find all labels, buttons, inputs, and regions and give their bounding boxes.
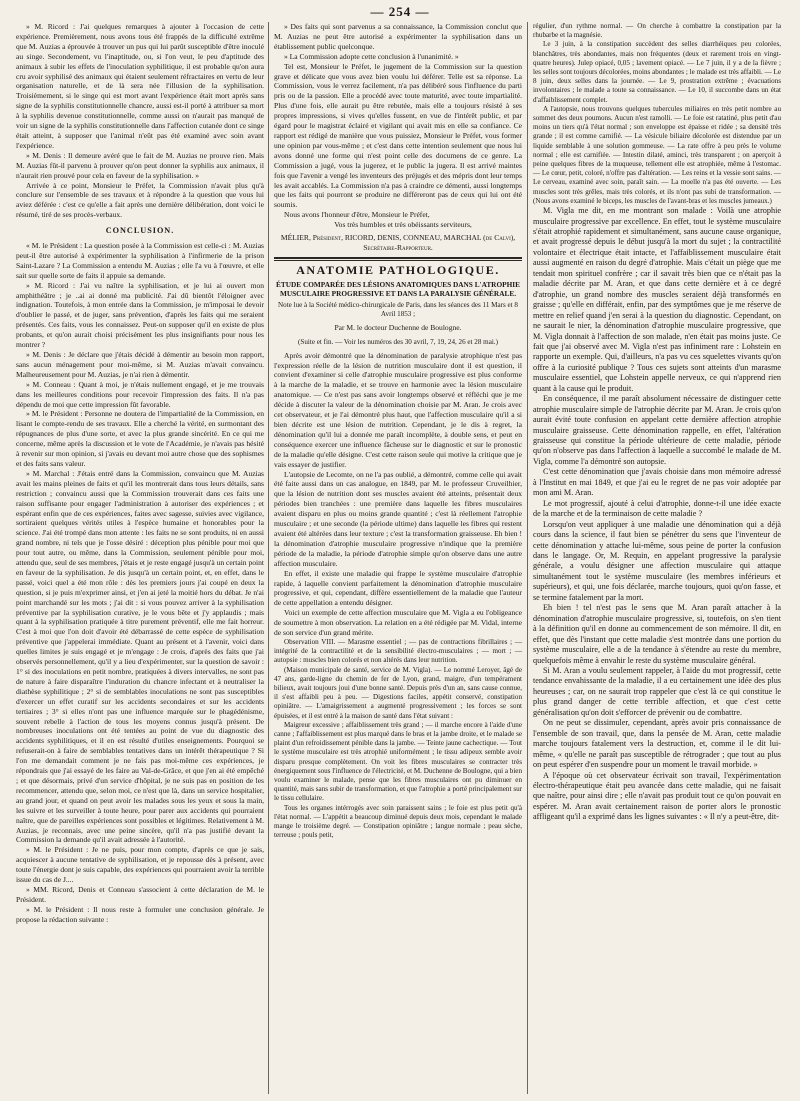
paragraph: C'est cette dénomination que j'avais choisie dans mon mémoire adressé à l'Institut en mai 1849, et que j'ai eu le regret de ne pas voir adoptée par mon ami M. Aran. [533, 467, 781, 498]
column-2 [274, 22, 522, 1094]
paragraph: » M. Denis : Il demeure avéré que le fait de M. Auzias ne prouve rien. Mais M. Auzias fût-il parvenu à prouver qu'on peut donner la syphilis aux animaux, il n'aurait rien prouvé pour cela en faveur de la syphilisation. » [16, 150, 264, 180]
observation-paragraph: Tous les organes intérrogés avec soin paraissent sains ; le foie est plus petit qu'à l'état normal. — L'appétit a beaucoup diminué depuis deux mois, cependant le malade mange le troisième degré. — Constipation opiniâtre ; langue normale ; peau sèche, terreuse ; pouls petit, [274, 803, 522, 840]
continuation-note: (Suite et fin. — Voir les numéros des 30 avril, 7, 19, 24, 26 et 28 mai.) [298, 337, 498, 346]
paragraph: » La Commission adopte cette conclusion à l'unanimité. » [284, 51, 459, 61]
paragraph: Après avoir démontré que la dénomination de paralysie atrophique n'est pas l'expression réelle de la lésion de nutrition musculaire dont il est question, il convient d'examiner si celle d'atrophie musculaire progressive est plus conforme à la marche de la maladie, et se trouve en harmonie avec la lésion musculaire anatomique. — Ce n'est pas sans avoir longtemps observé et réfléchi que je me décide à discuter la valeur de la dénomination choisie par M. Aran. Je crois avec cet observateur, et je l'ai démontré plus haut, que l'affection musculaire qu'il a si bien décrite est une lésion de nutrition. Cependant, je le dis à regret, la dénomination qu'il lui a donnée me paraît incomplète, à double sens, et peut en conséquence exercer une influence fâcheuse sur le diagnostic et sur le pronostic de la maladie qu'elle désigne. C'est cette raison seule qui motive la critique que je vais essayer de justifier. [274, 350, 522, 469]
column-divider [527, 22, 528, 1094]
closing-line: Vos très humbles et très obéissants serviteurs, [334, 220, 472, 230]
paragraph: Eh bien ! tel n'est pas le sens que M. Aran paraît attacher à la dénomination d'atrophie musculaire progressive, si, toutefois, on s'en tient à la définition qu'il en donne au commencement de son mémoire. Il dit, en effet, que dès l'instant que cette maladie s'est montrée dans une portion du système musculaire, elle a de la tendance à s'étendre au reste du membre, quelquefois même à envahir le reste du système musculaire général. [533, 603, 781, 665]
column-3 [533, 22, 781, 1094]
paragraph: » Des faits qui sont parvenus a sa connaissance, la Commission conclut que M. Auzias ne peut être autorisé a expérimenter la syphilisation dans un établissement public quelconque. [274, 22, 522, 51]
paragraph: Nous avons l'honneur d'être, Monsieur le Préfet, [284, 210, 430, 220]
conclusion-heading: CONCLUSION. [105, 226, 175, 236]
paragraph: » M. le Président : Je ne puis, pour mon compte, d'après ce que je sais, acquiescer à aucune tentative de syphilisation, et je repousse dès à présent, avec toute l'énergie dont je suis capable, des expériences qui pourraient avoir la terrible issue du cas de J.... [16, 845, 264, 885]
paragraph: » M. Ricord : J'ai vu naître la syphilisation, et je lui ai ouvert mon amphithéâtre ; je ..ai ai donné ma publicité. J'ai dû bientôt l'éloigner avec indignation. Toutefois, à mon entrée dans la Commission, je m'imposai le devoir d'oublier le passé, et de juger, sans prévention, d'après les faits qui me seraient présentés. Ces faits, vous les connaissez. Peut-on supposer qu'il en existe de plus probants, et qu'on aurait choisi précisément les plus insignifiants pour nous les montrer ? [16, 280, 264, 350]
article-author: Par M. le docteur Duchenne de Boulogne. [334, 322, 462, 332]
paragraph: M. Vigla me dit, en me montrant son malade : Voilà une atrophie musculaire progressive par excellence. En effet, tout le système musculaire s'était atrophié rapidement et simultanément, sans aucune cause organique, et avait progressé depuis le début jusqu'à la mort du sujet ; la contractilité volontaire et électrique était intacte, et l'affaiblissement musculaire était aussi augmenté en raison du degré d'atrophie. Mais c'était un piège que me tendait mon spirituel confrère ; car il savait très bien que ce n'était pas la maladie décrite par M. Aran, et que dans cette dernière et à ce degré d'atrophie, un grand nombre des muscles seraient déjà transformés en graisse ; qu'elle en différait, enfin, par des symptômes que je me réserve de mettre en relief quand j'en serai à la question du diagnostic. Cependant, on ne saurait le nier, la dénomination d'atrophie musculaire progressive, que M. Vigla donnait à l'affection de son malade, n'en était pas moins juste. Ce fait que j'ai observé avec M. Vigla n'est pas infiniment rare : Lohstein en rapporte un exemple. Qui, d'ailleurs, n'a pas vu ces squelettes vivants qu'on offre à la curiosité publique ? Tous ces sujets sont atteints d'un marasme musculaire essentiel, que Lohstein appelle nerveux, ce qui n'apprend rien quant à la cause qui le produit. [533, 206, 781, 393]
paragraph: En conséquence, il me paraît absolument nécessaire de distinguer cette atrophie musculaire simple de l'atrophie décrite par M. Aran. Je crois qu'on aurait évité toute confusion en appelant cette dernière affection atrophie musculaire graisseuse. Cette dénomination rappelle, en effet, l'altération graisseuse qui constitue la période ultérieure de cette maladie, période qu'on n'observe pas dans l'affection à laquelle a succombé le malade de M. Vigla, comme l'a démontré son autopsie. [533, 394, 781, 466]
paragraph: A l'époque où cet observateur écrivait son travail, l'expérimentation électro-thérapeutique était peu avancée dans cette maladie, qui ne faisait que naître, pour ainsi dire ; elle n'avait pas produit tout ce qu'on pouvait en espérer. M. Aran avait certainement raison de porter alors le pronostic affligeant qu'il a exprimé dans les lignes suivantes : « Il n'y a peut-être, dit- [533, 770, 781, 822]
signatures: MÉLIER, Président, RICORD, DENIS, CONNEAU, MARCHAL (de Calvi), Secrétaire-Rapporteur. [280, 233, 516, 252]
article-note: Note lue à la Société médico-chirurgicale de Paris, dans les séances des 11 Mars et 8 Avril 1853 ; [278, 300, 518, 318]
paragraph: » M. Conneau : Quant à moi, je n'étais nullement engagé, et je me trouvais dans les meilleures conditions pour recevoir l'impression des faits. Il n'a pas dépendu de moi que cette impression fût favorable. [16, 379, 264, 409]
paragraph: Si M. Aran a voulu seulement rappeler, à l'aide du mot progressif, cette tendance envahissante de la maladie, il a eu certainement une idée des plus heureuses ; car, on ne saurait trop rappeler que c'est là ce qui constitue le plus grand danger de cette terrible affection, et que c'est cette généralisation qu'on doit s'efforcer de prévenir ou de combattre. [533, 666, 781, 717]
page-number: — 254 — [370, 4, 430, 19]
paragraph: Tel est, Monsieur le Préfet, le jugement de la Commission sur la question grave et délicate que vous avez bien voulu lui déférer. Telle est sa réponse. La Commission, vous le verrez facilement, n'a pas délibéré sous l'influence du parti pris ou de la passion. Elle a procédé avec toute maturité, avec toute impartialité. Plus d'une fois, elle aurait pu être rebutée, mais elle a toujours résisté à ses propres impressions, si vives qu'elles fussent, en vue de l'intérêt public, et par égard pour le magistrat éclairé et vigilant qui avait mis en elle sa confiance. Ce rapport est rédigé de manière que vous puissiez, Monsieur le Préfet, vous former une opinion par vous-même ; et c'est dans cette intention seulement que nous lui avons donné une forme qui n'est point celle des documens de ce genre. La Commission a jugé, vous la jugerez, et le public la jugera. Il est arrivé maintes fois que l'avenir a vengé les inventeurs des préjugés et des mépris dont leur temps les avait accablés. La Commission n'a pas à craindre ce démenti, aussi longtemps que les faits qui pourront se produire ne différeront pas de ceux qui lui ont été soumis. [274, 61, 522, 210]
observation-paragraph: Maigreur excessive ; affaiblissement très grand ; — il marche encore à l'aide d'une canne ; l'affaiblissement est plus marqué dans le bras et la jambe droite, et le malade se plaint d'un refroidissement pénible dans la jambe. — Teinte jaune cachectique. — Tout le système musculaire est très atrophié uniformément ; le tissu adipeux semble avoir disparu presque complètement. On voit les fibres musculaires se contracter très énergiquement sous l'influence de l'électricité, et M. Duchenne de Boulogne, qui a bien voulu examiner le malade, pense que les fibres musculaires ont pu diminuer en quantité, mais sans subir de transformation, et que l'atrophie a porté principalement sur le tissu cellulaire. [274, 720, 522, 803]
observation-paragraph: A l'autopsie, nous trouvons quelques tubercules miliaires en très petit nombre au sommet des deux poumons. Aucun n'est ramolli. — Le foie est ratatiné, plus petit d'au moins un tiers qu'à l'état normal ; son enveloppe est épaisse et ridée ; sa densité très grande ; il est comme carnifié. — La vésicule biliaire décolorée est distendue par un liquide semblable à une solution gommeuse. — La rate offre à peu près le volume normal ; elle est carnifiée. — Intestin dilaté, aminci, très transparent ; on aperçoit à peine quelques fibres de la muqueuse, tellement elle est atrophiée, même à l'estomac. — Le cœur, petit, coloré, n'offre pas d'altération. — Les reins et la vessie sont sains. — Le cerveau, examiné avec soin, paraît sain. — La moelle n'a pas été ouverte. — Les muscles sont très grêles, mais très colorés, et ils n'ont pas subi de transformation. — (Nous avons examiné le biceps, les muscles de l'avant-bras et les muscles jumeaux.) [533, 104, 781, 205]
observation-paragraph: régulier, d'un rythme normal. — On cherche à combattre la constipation par la rhubarbe et la magnésie. [533, 22, 781, 40]
article-title: ÉTUDE COMPARÉE DES LÉSIONS ANATOMIQUES DANS L'ATROPHIE MUSCULAIRE PROGRESSIVE ET DANS LA PARALYSIE GÉNÉRALE. [276, 279, 520, 298]
paragraph: En effet, il existe une maladie qui frappe le système musculaire d'atrophie rapide, à laquelle convient parfaitement la dénomination d'atrophie musculaire progressive, et qui, cependant, diffère essentiellement de la maladie que l'auteur de cette appellation a entendu désigner. [274, 568, 522, 608]
column-1 [16, 22, 264, 1094]
paragraph: » M. le Président : Personne ne doutera de l'impartialité de la Commission, en lisant le compte-rendu de ses travaux. Elle a cherché la vérité, en surmontant des répugnances de plus d'une sorte, et avec la plus grande sincérité. En ce qui me concerne, même après la discussion et le vote de l'Académie, je n'avais pas hésité à revenir sur mon opinion, si j'avais eu devant moi autre chose que des sophismes et des faits sans valeur. [16, 409, 264, 468]
observation-paragraph: Le 3 juin, à la constipation succèdent des selles diarrhéiques peu colorées, blanchâtres, très abondantes, mais non fréquentes (deux et rarement trois en vingt-quatre heures). Julep opiacé, 0,05 ; lavement opiacé. — Le 7 juin, il y a de la fièvre ; les selles sont toujours décolorées, moins abondantes ; le malade est très affaibli. — Le 8 juin, deux selles dans la journée. — Le 9, prostration extrême ; évacuations involontaires ; le malade a toute sa connaissance. — Le 10, il succombe dans un état d'affaiblissement complet. [533, 40, 781, 104]
paragraph: » M. Marchal : J'étais entré dans la Commission, convaincu que M. Auzias avait les mains pleines de faits et qu'il les montrerait dans tous leurs détails, sans restriction ; convaincu aussi que la Commission trouverait dans ces faits une raison suffisante pour engager l'administration à autoriser des expériences ; et espérant enfin que de ces expériences, faites avec sagesse, suivies avec vigilance, sortiraient quelques vérités utiles à l'espèce humaine et honorables pour la science. J'ai été trompé dans mon attente : les faits ne se sont produits, ni en aussi grand nombre, ni tels que je l'osse désiré : déception plus pénible pour moi que pour tout autre, ou même, dans la Commission, seulement pénible pour moi, attendu que, seul de ses membres, j'étais et je reste engagé jusqu'à un certain point en faveur de la syphilisation. Je dis jusqu'à un certain point, et, en effet, dans le passé, voici quel a été mon rôle : dès les premiers jours j'ai coupé en deux la question, si je puis m'exprimer ainsi, et j'en ai jeté la moitié hors du débat. Je n'ai point marchandé sur les mots ; j'ai dit : si vous pouvez arriver à la syphilisation préventive par la syphilisation curative, je le vous bête et j'y applaudis ; mais quant à la syphilisation pratiquée à titre purement préventif, elle me fait horreur. C'est à moi que l'on doit d'avoir été débarrassé de cette espèce de syphilisation préventive que j'appelerai immédiate. Quant au présent et à l'avenir, voici dans quelles limites je suis engagé et je m'engage : Je crois, d'après des faits que j'ai observés personnellement, qu'il y a lieu d'expérimenter, sur la question de savoir : 1° si des inoculations en petit nombre, pratiquées à divers intervalles, ne sont pas de nature à faire disparaître l'induration du chancre infectant et à neutraliser la diathèse syphilitique ; 2° si de semblables inoculations ne sont pas susceptibles d'exercer un effet curatif sur les accidents secondaires et sur les accidents tertiaires ; 3° si elles n'ont pas une influence marquée sur le phagédénisme, souvent rebelle à l'action de tous les moyens connus jusqu'à présent. De nombreuses inoculations ont été tentées au point de vue du diagnostic des accidents syphilitiques, et il en est résulté d'utiles enseignements. Pourquoi se refuserait-on à faire de semblables tentatives dans un intérêt thérapeutique ? Si l'on me demandait comment je ne fais pas moi-même ces expériences, je répondrais que j'ai essayé de les faire au Val-de-Grâce, et que j'en ai été empêché ; et que désormais, privé d'un service d'hôpital, je ne suis pas en position de les recommencer, attendu que, selon moi, ce n'est que là, dans un service hospitalier, au grand jour, et quand on peut avoir les malades sous les yeux et sous la main, les suivre et les surveiller à toute heure, pour parer aux accidents qui pourraient naître, que de pareilles expériences sont possibles et légitimes. Relativement à M. Auzias, je reconnais, avec une peine sincère, qu'il n'a pas justifié devant la Commission la demande qu'il avait adressée à l'autorité. [16, 468, 264, 845]
observation-heading: Observation VIII. — Marasme essentiel ; — pas de contractions fibrillaires ; — intégrité de la contractilité et de la sensibilité électro-musculaires ; — mort ; — autopsie : muscles bien colorés et non altérés dans leur nutrition. [274, 637, 522, 665]
section-rule [274, 257, 522, 261]
observation-paragraph: (Maison municipale de santé, service de M. Vigla). — Le nommé Leroyer, âgé de 47 ans, garde-ligne du chemin de fer de Lyon, grand, maigre, d'un tempérament bilieux, avait toujours joui d'une bonne santé. Depuis près d'un an, sans cause connue, il s'est affaibli peu à peu. — Digestions faciles, appétit conservé, constipation opiniâtre. — L'amaigrissement a augmenté progressivement ; les forces se sont épuisées, et il est entré à la maison de santé dans l'état suivant : [274, 665, 522, 720]
paragraph: « M. le Président : La question posée à la Commission est celle-ci : M. Auzias peut-il être autorisé à expérimenter la syphilisation à l'infirmerie de la prison Saint-Lazare ? La Commission a entendu M. Auzias ; elle l'a vu à l'œuvre, et elle sait sur quelle sorte de faits il appuie sa demande. [16, 241, 264, 280]
paragraph: » M. le Président : Il nous reste à formuler une conclusion générale. Je propose la rédaction suivante : [16, 904, 264, 924]
paragraph: Lorsqu'on veut appliquer à une maladie une dénomination qui a déjà cours dans la science, il faut bien se pénétrer du sens que l'inventeur de cette dénomination y attache lui-même, sous peine de porter la confusion dans le langage. Or, M. Requin, en appelant progressive la paralysie générale, a voulu désigner une affection musculaire qui attaque simultanément tout le système musculaire (les membres inférieurs et supérieurs), et qui, une fois déclarée, marche toujours, quoi qu'on fasse, et se termine fatalement par la mort. [533, 519, 781, 602]
paragraph: » M. Denis : Je déclare que j'étais décidé à démentir au besoin mon rapport, sans aucun ménagement pour moi-même, si M. Auzias m'avait convaincu. Malheureusement pour M. Auzias, je n'ai rien à démentir. [16, 350, 264, 379]
paragraph: L'autopsie de Lecomte, on ne l'a pas oublié, a démontré, comme celle qui avait été faite aussi dans un cas analogue, en 1849, par M. le professeur Cruveilhier, que la lésion de nutrition dont ses muscles avaient été atteints, présentait deux périodes bien tranchées : une première dans laquelle les fibres musculaires avaient disparu en plus ou moins grande quantité ; c'est là réellement l'atrophie musculaire ; et une seconde (la période ultime) dans laquelle les fibres qui restent avaient été altérées dans leur texture ; c'est la transformation graisseuse. Eh bien ! la dénomination d'atrophie musculaire progressive n'indique que la première période de la maladie, la période d'atrophie simple qu'on observe dans une autre affection musculaire. [274, 469, 522, 568]
paragraph: » MM. Ricord, Denis et Conneau s'associent à cette déclaration de M. le Président. [16, 884, 264, 904]
column-divider [268, 22, 269, 1094]
paragraph: On ne peut se dissimuler, cependant, après avoir pris connaissance de l'ensemble de son travail, que, dans la pensée de M. Aran, cette maladie marche toujours fatalement vers la destruction, et, comme il le dit lui-même, « qu'elle ne paraît pas susceptible de rétrograder ; que tout au plus on peut espérer d'en suspendre pour un moment le travail morbide. » [533, 718, 781, 770]
paragraph: Arrivée à ce point, Monsieur le Préfet, la Commission n'avait plus qu'à conclure sur l'ensemble de ses travaux et à répondre à la question que vous lui aviez déférée : c'est ce qu'elle a fait après une dernière délibération, dont voici le résumé, tiré de ses procès-verbaux. [16, 180, 264, 220]
paragraph: Voici un exemple de cette affection musculaire que M. Vigla a eu l'obligeance de soumettre à mon observation. La relation en a été rédigée par M. Vidal, interne de son service d'un grand mérite. [274, 608, 522, 638]
section-heading: ANATOMIE PATHOLOGIQUE. [296, 262, 500, 277]
paragraph: Le mot progressif, ajouté à celui d'atrophie, donne-t-il une idée exacte de la marche et de la terminaison de cette maladie ? [533, 498, 781, 519]
paragraph: » M. Ricord : J'ai quelques remarques à ajouter à l'occasion de cette expérience. Premièrement, nous avons tous été frappés de la difficulté extrême que M. Auzias a éprouvée à trouver un pus qui lui parût susceptible d'être inoculé au singe. Secondement, vu l'inaptitude, ou, si l'on veut, le peu d'aptitude des animaux à subir les effets de l'inoculation syphilitique, il est probable qu'on aura cru avoir syphilisé des animaux qui étaient seulement réfractaires en vertu de leur organisation naturelle, et de là sera née l'illusion de la syphilisation. Troisièmement, si le singe qui est mort avant l'expérience était mort après sans signe de la syphilis constitutionnelle chancre, aussi est-il porté à attribuer sa mort à la syphilis devenue constitutionnelle, comme aussi on n'aurait pas manqué de voir un signe de la syphilis constitutionnelle dans l'affection cutanée dont ce singe était atteint, à supposer que l'animal n'eût pas été examiné avec soin avant l'expérience. [16, 22, 264, 150]
